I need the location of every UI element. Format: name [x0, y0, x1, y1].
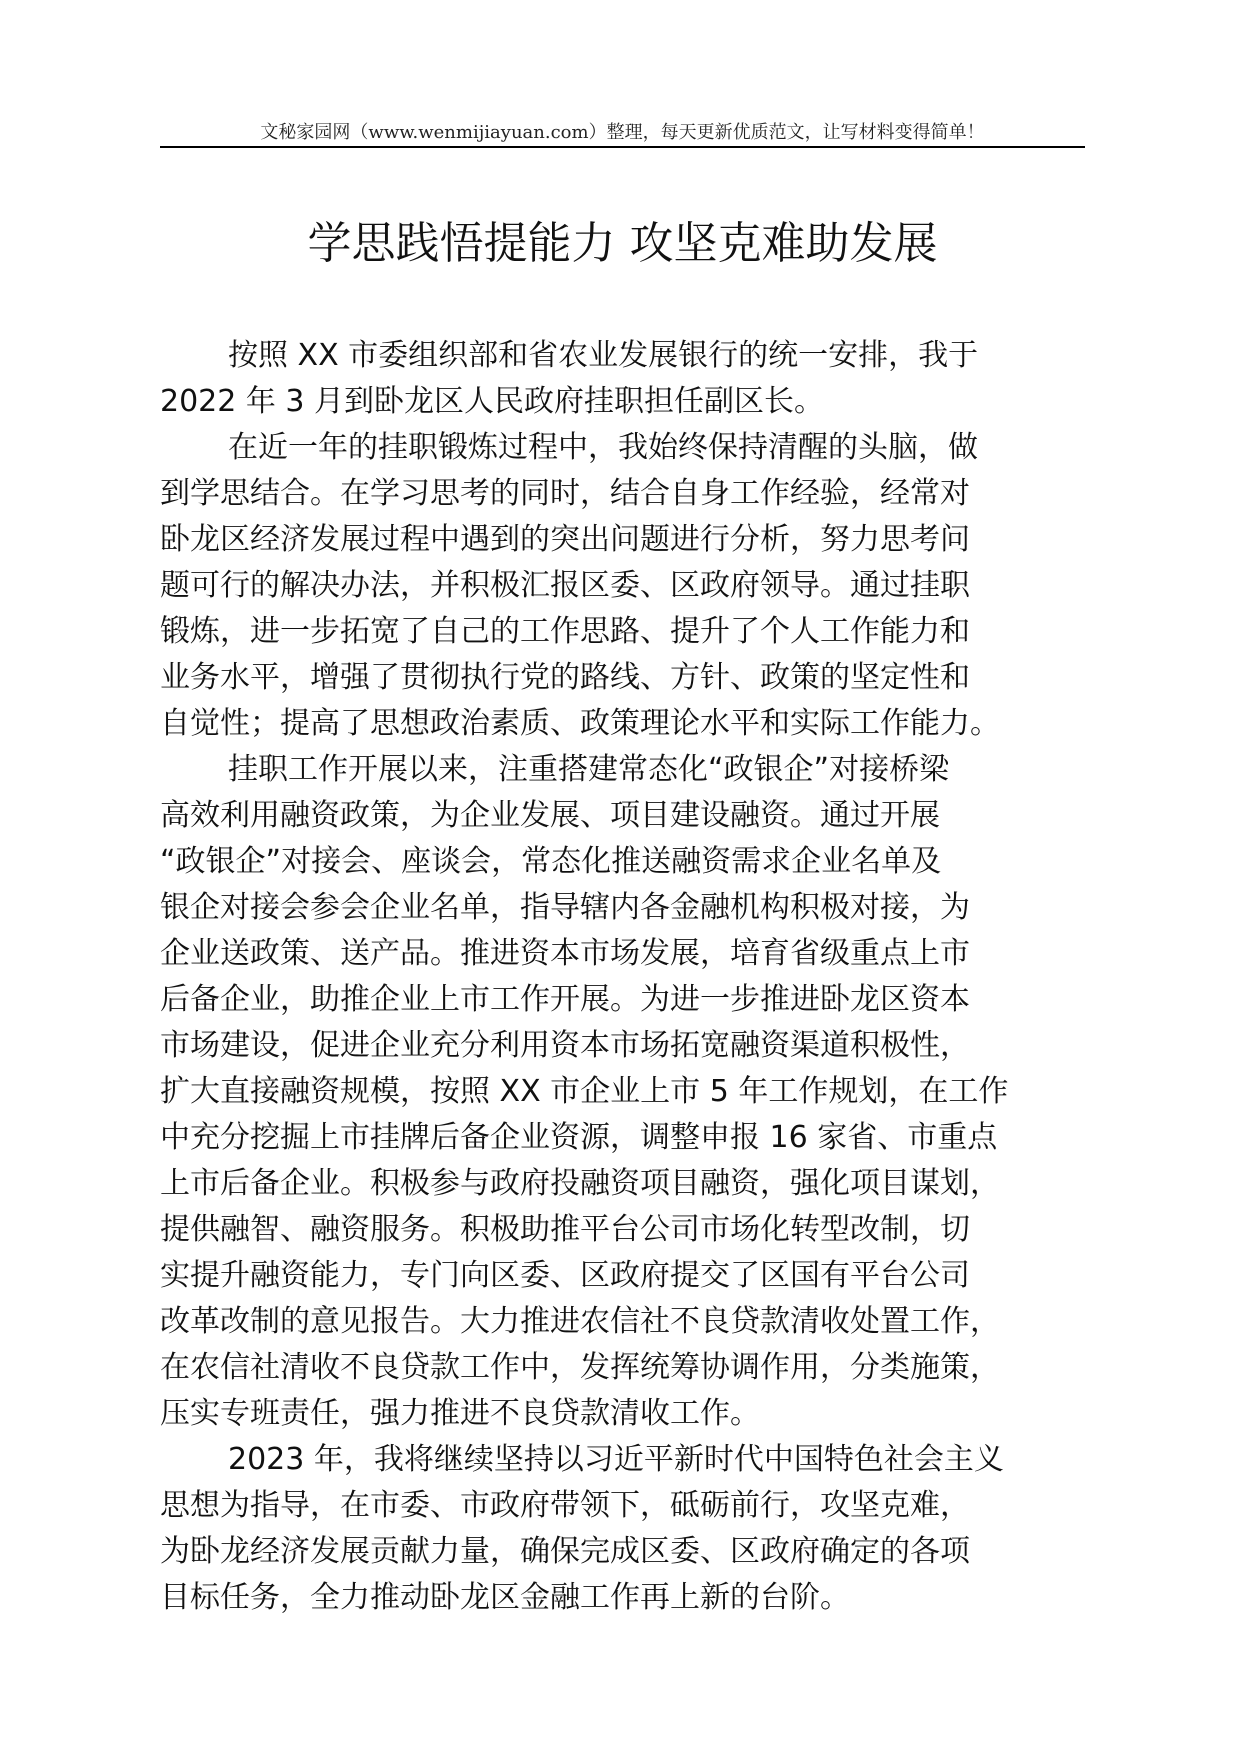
text-line: 锻炼，进一步拓宽了自己的工作思路、提升了个人工作能力和 [160, 614, 970, 649]
text-line: 中充分挖掘上市挂牌后备企业资源，调整申报 16 家省、市重点 [160, 1120, 998, 1155]
text-line: 实提升融资能力，专门向区委、区政府提交了区国有平台公司 [160, 1258, 970, 1293]
text-line: 题可行的解决办法，并积极汇报区委、区政府领导。通过挂职 [160, 568, 970, 603]
text-line: 在近一年的挂职锻炼过程中，我始终保持清醒的头脑，做 [228, 430, 978, 465]
text-line: 到学思结合。在学习思考的同时，结合自身工作经验，经常对 [160, 476, 970, 511]
document-body [160, 333, 1090, 1621]
text-line: 上市后备企业。积极参与政府投融资项目融资，强化项目谋划， [160, 1166, 1000, 1201]
text-line: 压实专班责任，强力推进不良贷款清收工作。 [160, 1396, 760, 1431]
text-line: 为卧龙经济发展贡献力量，确保完成区委、区政府确定的各项 [160, 1534, 970, 1569]
text-line: 业务水平，增强了贯彻执行党的路线、方针、政策的坚定性和 [160, 660, 970, 695]
text-line: 思想为指导，在市委、市政府带领下，砥砺前行，攻坚克难， [160, 1488, 970, 1523]
text-line: 挂职工作开展以来，注重搭建常态化“政银企”对接桥梁 [228, 752, 950, 787]
text-line: 扩大直接融资规模，按照 XX 市企业上市 5 年工作规划，在工作 [160, 1074, 1009, 1109]
paragraph-study [160, 425, 1090, 747]
text-line: 自觉性；提高了思想政治素质、政策理论水平和实际工作能力。 [160, 706, 1000, 741]
text-line: 在农信社清收不良贷款工作中，发挥统筹协调作用，分类施策， [160, 1350, 1000, 1385]
text-line: 按照 XX 市委组织部和省农业发展银行的统一安排，我于 [228, 338, 979, 373]
text-line: 市场建设，促进企业充分利用资本市场拓宽融资渠道积极性， [160, 1028, 970, 1063]
paragraph-work [160, 747, 1090, 1437]
text-line: 后备企业，助推企业上市工作开展。为进一步推进卧龙区资本 [160, 982, 970, 1017]
text-line: “政银企”对接会、座谈会，常态化推送融资需求企业名单及 [160, 844, 942, 879]
text-line: 高效利用融资政策，为企业发展、项目建设融资。通过开展 [160, 798, 940, 833]
text-line: 提供融智、融资服务。积极助推平台公司市场化转型改制，切 [160, 1212, 970, 1247]
text-line: 2023 年，我将继续坚持以习近平新时代中国特色社会主义 [228, 1442, 1004, 1477]
text-line: 企业送政策、送产品。推进资本市场发展，培育省级重点上市 [160, 936, 970, 971]
page-header: 文秘家园网（www.wenmijiayuan.com）整理，每天更新优质范文，让写材料变得简单！ [260, 122, 985, 143]
header-divider [160, 146, 1085, 148]
text-line: 银企对接会参会企业名单，指导辖内各金融机构积极对接，为 [160, 890, 970, 925]
document-title: 学思践悟提能力 攻坚克难助发展 [307, 218, 938, 269]
paragraph-intro [160, 333, 1090, 425]
paragraph-outlook [160, 1437, 1090, 1621]
text-line: 2022 年 3 月到卧龙区人民政府挂职担任副区长。 [160, 384, 825, 419]
text-line: 改革改制的意见报告。大力推进农信社不良贷款清收处置工作， [160, 1304, 1000, 1339]
text-line: 卧龙区经济发展过程中遇到的突出问题进行分析，努力思考问 [160, 522, 970, 557]
text-line: 目标任务，全力推动卧龙区金融工作再上新的台阶。 [160, 1580, 850, 1615]
